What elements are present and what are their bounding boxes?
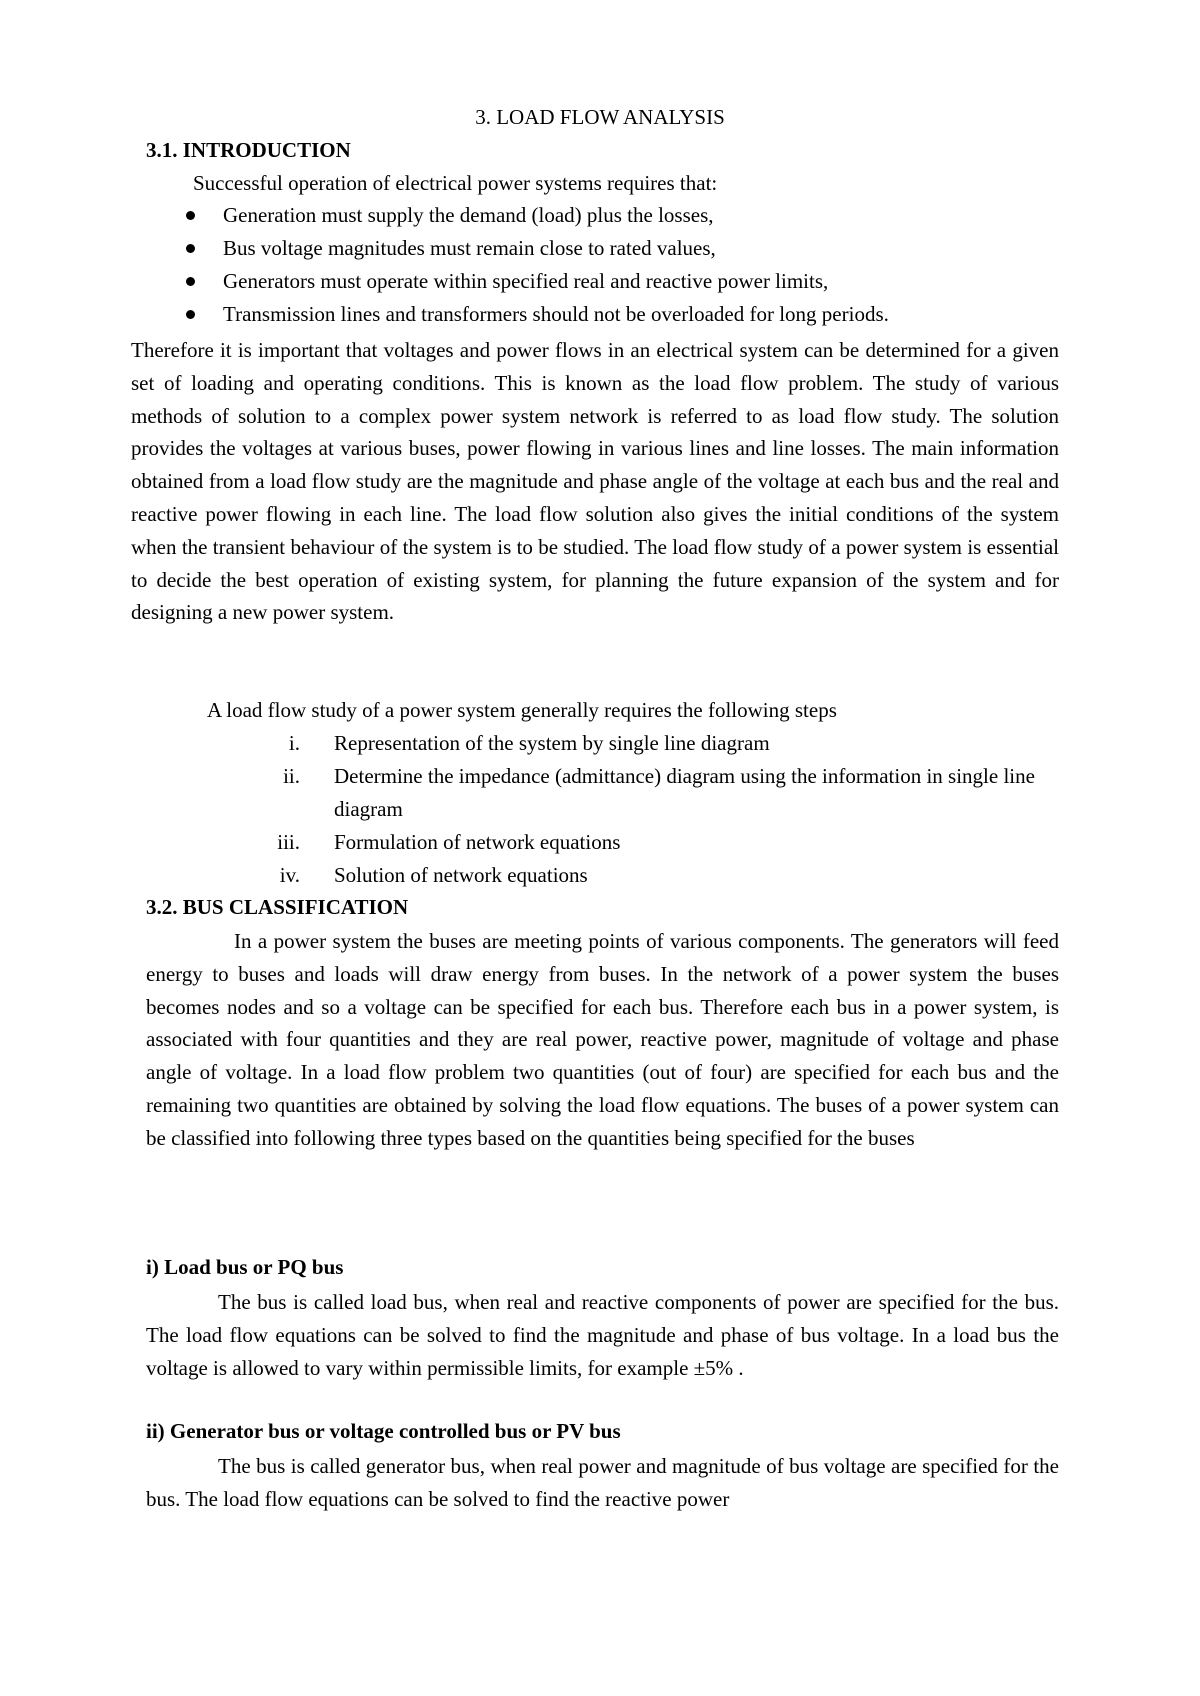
list-item: ii. Determine the impedance (admittance) diagram using the information in single line diagram [283, 764, 1035, 821]
introduction-lead: Successful operation of electrical power systems requires that: [193, 171, 718, 195]
load-bus-paragraph: The bus is called load bus, when real and reactive components of power are specified for the bus. The load flow equations can be solved to find the magnitude and phase of bus voltage. In a load bus the voltage is allowed to vary within permissible limits, for example ±5% . [146, 1290, 1059, 1380]
bus-classification-paragraph: In a power system the buses are meeting points of various components. The generators will feed energy to buses and loads will draw energy from buses. In the network of a power system the buses becomes nodes and so a voltage can be specified for each bus. Therefore each bus in a power system, is associated with four quantities and they are real power, reactive power, magnitude of voltage and phase angle of voltage. In a load flow problem two quantities (out of four) are specified for each bus and the remaining two quantities are obtained by solving the load flow equations. The buses of a power system can be classified into following three types based on the quantities being specified for the buses [146, 929, 1059, 1150]
subheading-load-bus: i) Load bus or PQ bus [146, 1255, 344, 1279]
bullet-icon [186, 211, 195, 220]
list-item: Generation must supply the demand (load) plus the losses, [186, 199, 889, 232]
bullet-icon [186, 244, 195, 253]
bullet-icon [186, 277, 195, 286]
requirements-list [186, 199, 889, 331]
generator-bus-paragraph: The bus is called generator bus, when real power and magnitude of bus voltage are specified for the bus. The load flow equations can be solved to find the reactive power [146, 1454, 1059, 1511]
steps-lead: A load flow study of a power system generally requires the following steps [207, 698, 837, 722]
section-heading-bus-classification: 3.2. BUS CLASSIFICATION [146, 895, 409, 919]
steps-list [256, 727, 1056, 892]
subheading-generator-bus: ii) Generator bus or voltage controlled bus or PV bus [146, 1419, 621, 1443]
section-heading-introduction: 3.1. INTRODUCTION [146, 138, 351, 162]
introduction-paragraph: Therefore it is important that voltages and power flows in an electrical system can be determined for a given set of loading and operating conditions. This is known as the load flow problem. The study of various methods of solution to a complex power system network is referred to as load flow study. The solution provides the voltages at various buses, power flowing in various lines and line losses. The main information obtained from a load flow study are the magnitude and phase angle of the voltage at each bus and the real and reactive power flowing in each line. The load flow solution also gives the initial conditions of the system when the transient behaviour of the system is to be studied. The load flow study of a power system is essential to decide the best operation of existing system, for planning the future expansion of the system and for designing a new power system. [131, 338, 1059, 625]
list-item: iii. Formulation of network equations [277, 830, 621, 854]
list-item: Transmission lines and transformers should not be overloaded for long periods. [186, 298, 889, 331]
bullet-icon [186, 310, 195, 319]
document-title: 3. LOAD FLOW ANALYSIS [475, 105, 725, 129]
list-item: i. Representation of the system by single line diagram [288, 731, 770, 755]
list-item: Bus voltage magnitudes must remain close to rated values, [186, 232, 889, 265]
list-item: iv. Solution of network equations [279, 863, 588, 887]
list-item: Generators must operate within specified real and reactive power limits, [186, 265, 889, 298]
